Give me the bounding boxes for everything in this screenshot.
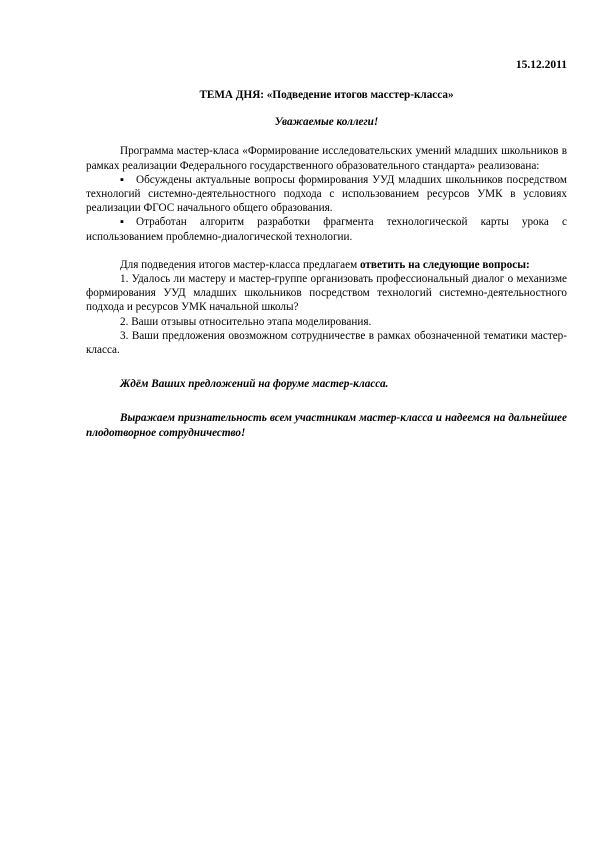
closing-wait: Ждём Ваших предложений на форуме мастер-класса. — [120, 378, 389, 391]
question-item — [86, 272, 567, 315]
topic-heading: ТЕМА ДНЯ: «Подведение итогов масстер-класса» — [199, 89, 454, 101]
questions-intro-text: Для подведения итогов мастер-класса предлагаем — [120, 258, 360, 271]
question-number: 2. — [120, 315, 129, 328]
question-text: Удалось ли мастеру и мастер-группе организовать профессиональный диалог о механизме формирования УУД младших школьников посредством технологий системно-деятельностного подхода и ресурсов УМК начальной школы? — [86, 273, 567, 314]
document-date: 15.12.2011 — [515, 59, 567, 71]
question-text: Ваши отзывы относительно этапа моделирования. — [131, 315, 372, 328]
document-body — [86, 88, 567, 440]
bullet-marker: ▪ — [120, 173, 124, 186]
questions-intro — [86, 258, 567, 272]
greeting: Уважаемые коллеги! — [274, 116, 379, 129]
bullet-item — [86, 215, 567, 243]
question-item — [86, 315, 567, 329]
questions-intro-emphasis: ответить на следующие вопросы: — [359, 258, 530, 271]
intro-paragraph: Программа мастер-класа «Формирование исследовательских умений младших школьников в рамках реализации Федерального государственного образовательного стандарта» реализована: — [86, 145, 567, 172]
question-number: 3. — [120, 329, 129, 342]
question-item — [86, 329, 567, 357]
bullet-marker: ▪ — [120, 216, 124, 229]
question-number: 1. — [120, 273, 129, 286]
question-text: Ваши предложения овозможном сотрудничестве в рамках обозначенной тематики мастер-класса. — [86, 329, 567, 357]
bullet-item — [86, 173, 567, 216]
spacer — [86, 244, 567, 258]
spacer — [86, 357, 567, 371]
closing-thanks: Выражаем признательность всем участникам мастер-класса и надеемся на дальнейшее плодотворное сотрудничество! — [86, 412, 567, 439]
bullet-text: Обсуждены актуальные вопросы формирования УУД младших школьников посредством технологий системно-деятельностного подхода с использованием ресурсов УМК в условиях реализации ФГОС начального общего образования. — [86, 173, 567, 215]
spacer — [86, 391, 567, 405]
bullet-text: Отработан алгоритм разработки фрагмента технологической карты урока с использованием проблемно-диалогической технологии. — [86, 216, 567, 243]
